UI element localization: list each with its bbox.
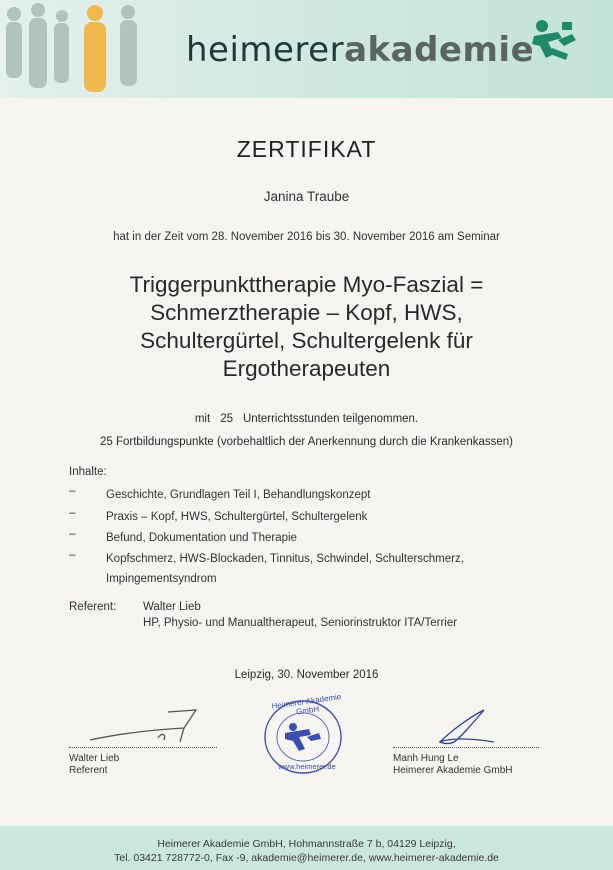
list-item-text: Befund, Dokumentation und Therapie [106, 532, 297, 544]
signature-left-icon [88, 704, 218, 746]
list-dash: – [69, 507, 76, 519]
signer-right-name: Manh Hung Le [393, 753, 459, 764]
place-date: Leipzig, 30. November 2016 [234, 669, 379, 681]
hours-value: 25 [220, 413, 233, 425]
signer-left-name: Walter Lieb [69, 753, 120, 764]
signature-right-icon [410, 708, 500, 748]
hours-statement [0, 413, 613, 425]
list-item-text: Kopfschmerz, HWS-Blockaden, Tinnitus, Schwindel, Schulterschmerz, [106, 553, 464, 565]
hours-prefix: mit [194, 413, 211, 425]
hours-suffix: Unterrichtsstunden teilgenommen. [242, 413, 419, 425]
list-item-text: Impingementsyndrom [106, 573, 217, 585]
footer-address: Heimerer Akademie GmbH, Hohmannstraße 7 b, 04129 Leipzig, [157, 838, 456, 850]
referent-name: Walter Lieb [143, 601, 201, 613]
people-silhouettes-icon [0, 0, 150, 98]
seminar-title-line: Ergotherapeuten [222, 356, 391, 381]
seminar-title [0, 271, 613, 383]
logo-text-1: heimerer [186, 30, 345, 70]
certificate-title: ZERTIFIKAT [236, 136, 377, 162]
seminar-title-line: Triggerpunkttherapie Myo-Faszial = [129, 272, 484, 297]
seminar-title-line: Schmerztherapie – Kopf, HWS, [150, 300, 463, 325]
header-band [0, 0, 613, 98]
list-item-text: Geschichte, Grundlagen Teil I, Behandlungskonzept [106, 489, 371, 501]
logo-text-2: akademie [344, 30, 535, 70]
signer-right-role: Heimerer Akademie GmbH [393, 765, 513, 776]
stamp-text-bottom: www.heimerer.de [278, 762, 336, 771]
stamp-text-top: Heimerer Akademie GmbH [270, 692, 342, 717]
training-points: 25 Fortbildungspunkte (vorbehaltlich der Anerkennung durch die Krankenkassen) [100, 436, 513, 448]
signer-left-role: Referent [69, 765, 108, 776]
seminar-title-line: Schultergürtel, Schultergelenk für [140, 328, 473, 353]
list-dash: – [69, 528, 76, 540]
signature-line-right [393, 747, 539, 748]
list-dash: – [69, 485, 76, 497]
list-dash: – [69, 549, 76, 561]
footer-contact: Tel. 03421 728772-0, Fax -9, akademie@heimerer.de, www.heimerer-akademie.de [114, 852, 499, 864]
contents-label: Inhalte: [69, 466, 107, 478]
seminar-period: hat in der Zeit vom 28. November 2016 bis 30. November 2016 am Seminar [113, 231, 500, 243]
akademie-figure-icon [528, 14, 580, 66]
referent-label: Referent: [69, 601, 117, 613]
participant-name: Janina Traube [263, 189, 350, 204]
referent-title: HP, Physio- und Manualtherapeut, Seniorinstruktor ITA/Terrier [143, 617, 458, 629]
list-item-text: Praxis – Kopf, HWS, Schultergürtel, Schultergelenk [106, 511, 368, 523]
signature-line-left [69, 747, 217, 748]
brand-logo [186, 30, 534, 70]
